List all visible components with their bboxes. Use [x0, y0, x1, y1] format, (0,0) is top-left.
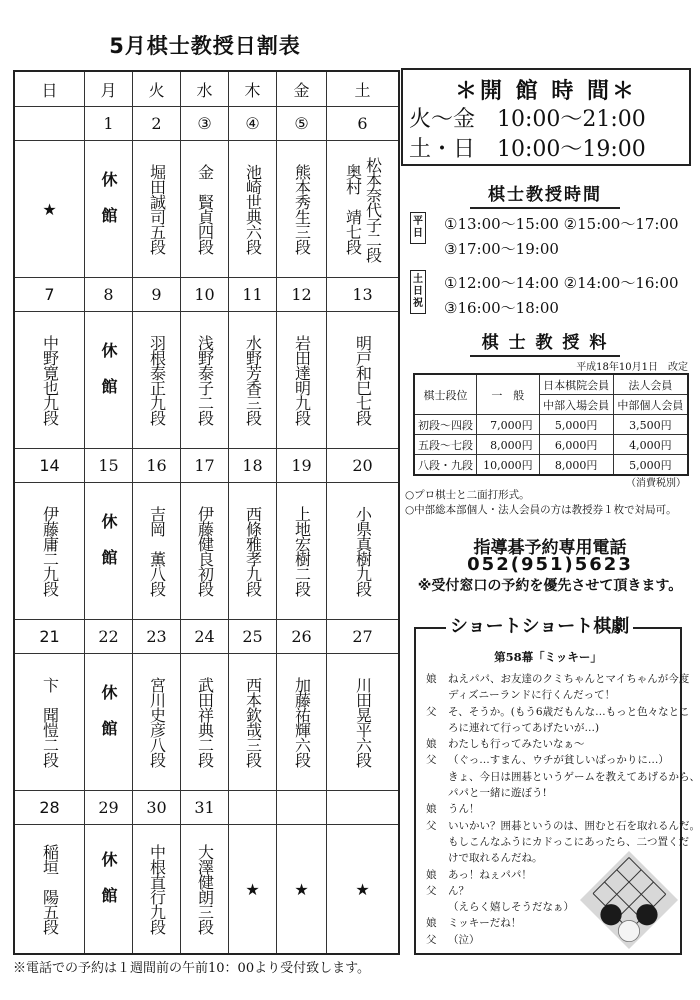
instructor-names: [277, 312, 326, 448]
lesson-cell: [181, 825, 229, 955]
fee-row: [414, 455, 688, 476]
instructor-names: [133, 312, 180, 448]
fee-corporate: 3,500円: [613, 415, 688, 435]
instructor-names: [277, 141, 326, 277]
dialogue-text: うん！: [448, 803, 480, 816]
dialogue-line: [426, 769, 700, 785]
date-cell: 11: [229, 278, 277, 312]
instructor-name: 加藤祐輝六段: [292, 677, 312, 767]
fee-rank: 初段～四段: [414, 415, 477, 435]
lesson-cell: [133, 483, 181, 620]
lesson-cell: [181, 141, 229, 278]
closed-label: 休館: [99, 851, 118, 923]
lesson-cell: [277, 312, 327, 449]
fee-corporate: 5,000円: [613, 455, 688, 476]
date-cell: 13: [327, 278, 400, 312]
closed-label: 休館: [99, 342, 118, 414]
lesson-cell: [327, 483, 400, 620]
lesson-cell: [181, 654, 229, 791]
date-cell: 15: [85, 449, 133, 483]
fee-general: 7,000円: [477, 415, 540, 435]
lesson-cell: [85, 654, 133, 791]
phone-label: 指導碁予約専用電話: [473, 538, 627, 558]
revision-date: 平成18年10月1日 改定: [576, 362, 688, 373]
dialogue-line: [426, 704, 700, 720]
dialogue-text: ん？: [448, 884, 469, 897]
weekday-header: 日: [14, 71, 85, 107]
fee-header-chubu-entry: 中部入場会員: [539, 395, 613, 415]
speaker: 父: [426, 933, 437, 946]
instructor-names: [277, 654, 326, 790]
instructor-names: [181, 141, 228, 277]
lesson-cell: [14, 654, 85, 791]
fee-header-corporate: 法人会員: [613, 374, 688, 395]
dialogue-line: [426, 671, 700, 687]
dialogue-text: そ、そうか。(もう6歳だもんな…もっと色々なとこ: [448, 705, 690, 718]
instructor-name: 小県真樹九段: [353, 506, 373, 596]
instructor-name: 吉岡 薫八段: [147, 506, 167, 596]
closed-label: 休館: [99, 171, 118, 243]
date-cell: 7: [14, 278, 85, 312]
hours-weekend: 土・日 10:00～19:00: [409, 137, 646, 162]
date-row: [14, 107, 399, 141]
fee-corporate: 4,000円: [613, 435, 688, 455]
black-stone: [600, 904, 621, 925]
date-cell: 10: [181, 278, 229, 312]
instructor-name: 羽根泰正九段: [147, 335, 167, 425]
star-icon: ★: [245, 879, 260, 899]
instructor-names: [229, 312, 276, 448]
dialogue-text: もしこんなふうにカドっこにあったら、二つ置くだ: [448, 835, 689, 848]
instructor-names: [181, 312, 228, 448]
story-heading: ショートショート棋劇: [446, 612, 633, 638]
instructor-names: [133, 825, 180, 953]
instructor-names: [229, 141, 276, 277]
weekday-label: 平日: [410, 212, 426, 244]
date-cell: 21: [14, 620, 85, 654]
lesson-cell: [229, 141, 277, 278]
fee-header-rank: 棋士段位: [414, 374, 477, 415]
dialogue-line: [426, 801, 700, 817]
fee-general: 10,000円: [477, 455, 540, 476]
date-row: [14, 449, 399, 483]
dialogue-text: （ぐっ…すまん、ウチが貧しいばっかりに…）: [448, 754, 669, 767]
instructor-names: [229, 654, 276, 790]
dialogue-text: けで取れるんだね。: [448, 852, 543, 865]
speaker: 娘: [426, 673, 437, 685]
date-row: [14, 278, 399, 312]
speaker: [426, 720, 448, 736]
lesson-cell: [85, 825, 133, 955]
speaker: 父: [426, 754, 437, 767]
speaker: 娘: [426, 917, 437, 930]
date-cell: ③: [181, 107, 229, 141]
weekday-header: 水: [181, 71, 229, 107]
date-cell: 9: [133, 278, 181, 312]
instructor-name: 熊本秀生三段: [292, 164, 312, 254]
instructor-name: 西條雅孝九段: [243, 506, 263, 596]
date-cell: 14: [14, 449, 85, 483]
dialogue-line: [426, 752, 700, 768]
date-cell: 29: [85, 791, 133, 825]
star-icon: ★: [355, 879, 370, 899]
weekday-slots-2: ③17:00～19:00: [444, 240, 559, 258]
lesson-cell: [14, 825, 85, 955]
instructor-name: 中根直行九段: [147, 844, 167, 934]
schedule-table: [13, 70, 400, 955]
dialogue-line: [426, 785, 700, 801]
weekday-header: 火: [133, 71, 181, 107]
date-cell: 17: [181, 449, 229, 483]
weekday-header: 金: [277, 71, 327, 107]
dialogue-text: パパと一緒に遊ぼう!: [448, 787, 547, 800]
lesson-cell: [133, 141, 181, 278]
lesson-row: [14, 483, 399, 620]
instructor-names: [15, 825, 84, 953]
weekend-slots-1: ①12:00～14:00 ②14:00～16:00: [444, 274, 679, 292]
speaker: 娘: [426, 803, 437, 816]
fee-member: 6,000円: [539, 435, 613, 455]
lesson-row: [14, 825, 399, 955]
instructor-names: [327, 312, 398, 448]
fee-member: 8,000円: [539, 455, 613, 476]
speaker: 娘: [426, 868, 437, 881]
instructor-name: 伊藤健良初段: [195, 506, 215, 596]
dialogue-line: [426, 687, 700, 703]
instructor-name: 卞 聞愷二段: [40, 677, 60, 767]
date-cell: 30: [133, 791, 181, 825]
instructor-name: 松本奈代子二段: [363, 156, 383, 262]
date-cell: 27: [327, 620, 400, 654]
speaker: 父: [426, 819, 437, 832]
fee-note-1: ○プロ棋士と二面打形式。: [405, 489, 530, 501]
lesson-cell: [14, 141, 85, 278]
fee-header-general: 一 般: [477, 374, 540, 415]
date-cell: 24: [181, 620, 229, 654]
instructor-names: [181, 654, 228, 790]
weekend-label: 土日祝: [410, 270, 426, 314]
white-stone: [618, 920, 639, 941]
instructor-names: [327, 483, 398, 619]
date-cell: 18: [229, 449, 277, 483]
instructor-names: [133, 483, 180, 619]
fee-row: [414, 415, 688, 435]
fee-rank: 八段・九段: [414, 455, 477, 476]
speaker: [426, 769, 448, 785]
date-cell: 26: [277, 620, 327, 654]
instructor-names: [181, 483, 228, 619]
weekday-header: 木: [229, 71, 277, 107]
date-cell: 20: [327, 449, 400, 483]
speaker: 娘: [426, 738, 437, 751]
weekday-slots-1: ①13:00～15:00 ②15:00～17:00: [444, 215, 679, 233]
date-cell: ④: [229, 107, 277, 141]
date-cell: 19: [277, 449, 327, 483]
fee-member: 5,000円: [539, 415, 613, 435]
date-cell: 31: [181, 791, 229, 825]
instructor-names: [327, 141, 398, 277]
go-board-illustration: [580, 851, 678, 949]
black-stone: [636, 904, 657, 925]
instructor-name: 宮川史彦八段: [147, 677, 167, 767]
short-story-box: [414, 616, 700, 955]
instructor-names: [181, 825, 228, 953]
lesson-cell: [133, 825, 181, 955]
speaker: 父: [426, 884, 437, 897]
date-cell: [14, 107, 85, 141]
dialogue-text: （泣）: [448, 933, 480, 946]
lesson-cell: [327, 825, 400, 955]
instructor-name: 中野寛也九段: [40, 335, 60, 425]
dialogue-text: ディズニーランドに行くんだって！: [448, 689, 616, 702]
fee-note-2: ○中部総本部個人・法人会員の方は教授券１枚で対局可。: [405, 504, 677, 516]
dialogue-text: きょ、今日は囲碁というゲームを教えてあげるから、: [448, 770, 700, 783]
lesson-cell: [229, 825, 277, 955]
date-cell: 1: [85, 107, 133, 141]
instructor-name: 岩田達明九段: [292, 335, 312, 425]
date-cell: 6: [327, 107, 400, 141]
dialogue-text: ろに連れて行ってあげたいが…): [448, 721, 600, 734]
instructor-names: [277, 483, 326, 619]
story-episode: 第58幕「ミッキー」: [494, 650, 602, 664]
date-cell: 23: [133, 620, 181, 654]
lesson-cell: [85, 483, 133, 620]
instructor-names: [15, 312, 84, 448]
lesson-cell: [229, 654, 277, 791]
instructor-name: 奥村 靖七段: [343, 164, 363, 254]
star-icon: ★: [294, 879, 309, 899]
weekend-slots-2: ③16:00～18:00: [444, 299, 559, 317]
fee-general: 8,000円: [477, 435, 540, 455]
speaker: [426, 850, 448, 866]
date-cell: 16: [133, 449, 181, 483]
instructor-name: 伊藤庸二九段: [40, 506, 60, 596]
dialogue-text: いいかい？囲碁というのは、囲むと石を取れるんだ。: [448, 819, 700, 832]
speaker: [426, 834, 448, 850]
lesson-cell: [277, 141, 327, 278]
opening-hours-box: [401, 68, 691, 166]
lesson-cell: [327, 312, 400, 449]
lesson-cell: [277, 483, 327, 620]
instructor-name: 上地宏樹二段: [292, 506, 312, 596]
closed-label: 休館: [99, 513, 118, 585]
dialogue-line: [426, 834, 700, 850]
fee-row: [414, 435, 688, 455]
star-icon: ★: [42, 199, 57, 219]
speaker: 父: [426, 705, 437, 718]
tax-note: （消費税別）: [626, 478, 686, 489]
instructor-names: [15, 654, 84, 790]
instructor-name: 池崎世典六段: [243, 164, 263, 254]
dialogue-line: [426, 736, 700, 752]
date-cell: ⑤: [277, 107, 327, 141]
opening-hours-heading: ＊開 館 時 間＊: [455, 79, 637, 104]
lesson-cell: [14, 312, 85, 449]
date-cell: 2: [133, 107, 181, 141]
lesson-row: [14, 141, 399, 278]
page-title: 5月棋士教授日割表: [109, 34, 301, 58]
lesson-cell: [133, 312, 181, 449]
dialogue-text: （えらく嬉しそうだなぁ）: [448, 901, 574, 914]
lesson-cell: [181, 312, 229, 449]
date-cell: [327, 791, 400, 825]
date-row: [14, 620, 399, 654]
closed-label: 休館: [99, 684, 118, 756]
instructor-name: 浅野泰子二段: [195, 335, 215, 425]
lesson-cell: [14, 483, 85, 620]
date-cell: 25: [229, 620, 277, 654]
lesson-cell: [229, 312, 277, 449]
phone-note: ※受付窓口の予約を優先させて頂きます。: [417, 578, 683, 594]
instructor-name: 金 賢貞四段: [195, 164, 215, 254]
instructor-name: 稲垣 陽五段: [40, 844, 60, 934]
weekday-header: 土: [327, 71, 400, 107]
reservation-footnote: ※電話での予約は１週間前の午前10：00より受付致します。: [13, 961, 371, 976]
date-row: [14, 791, 399, 825]
instructor-names: [229, 483, 276, 619]
instructor-name: 西本欽哉三段: [243, 677, 263, 767]
date-cell: 8: [85, 278, 133, 312]
lesson-cell: [85, 312, 133, 449]
dialogue-line: [426, 720, 700, 736]
instructor-name: 堀田誠司五段: [147, 164, 167, 254]
fee-header-nihon-kiin: 日本棋院会員: [539, 374, 613, 395]
dialogue-line: [426, 818, 700, 834]
dialogue-text: ミッキーだね！: [448, 917, 522, 930]
speaker: [426, 687, 448, 703]
phone-number[interactable]: 052(951)5623: [467, 554, 633, 575]
speaker: [426, 899, 448, 915]
lesson-cell: [133, 654, 181, 791]
instructor-names: [327, 654, 398, 790]
instructor-name: 明戸和巳七段: [353, 335, 373, 425]
date-cell: [229, 791, 277, 825]
instructor-name: 大澤健朗三段: [195, 844, 215, 934]
fee-rank: 五段～七段: [414, 435, 477, 455]
instructor-name: 水野芳香三段: [243, 335, 263, 425]
fee-table: [413, 373, 689, 476]
date-cell: [277, 791, 327, 825]
lesson-row: [14, 654, 399, 791]
lesson-row: [14, 312, 399, 449]
date-cell: 12: [277, 278, 327, 312]
instructor-name: 川田晃平六段: [353, 677, 373, 767]
lesson-cell: [327, 141, 400, 278]
lesson-cell: [181, 483, 229, 620]
dialogue-text: あっ！ねぇパパ！: [448, 868, 532, 881]
hours-weekday: 火～金 10:00～21:00: [409, 107, 646, 132]
lesson-cell: [85, 141, 133, 278]
weekday-header: 月: [85, 71, 133, 107]
weekday-header-row: [14, 71, 399, 107]
speaker: [426, 785, 448, 801]
instructor-names: [133, 141, 180, 277]
date-cell: 28: [14, 791, 85, 825]
lesson-cell: [229, 483, 277, 620]
instructor-name: 武田祥典二段: [195, 677, 215, 767]
lesson-cell: [277, 654, 327, 791]
lesson-times-heading: 棋士教授時間: [470, 180, 620, 209]
date-cell: 22: [85, 620, 133, 654]
dialogue-text: わたしも行ってみたいなぁ～: [448, 738, 585, 751]
instructor-names: [133, 654, 180, 790]
fees-heading: 棋 士 教 授 料: [470, 328, 620, 357]
lesson-cell: [327, 654, 400, 791]
instructor-names: [15, 483, 84, 619]
fee-header-chubu-individual: 中部個人会員: [613, 395, 688, 415]
dialogue-text: ねえパパ、お友達のクミちゃんとマイちゃんが今度: [448, 673, 690, 685]
lesson-cell: [277, 825, 327, 955]
